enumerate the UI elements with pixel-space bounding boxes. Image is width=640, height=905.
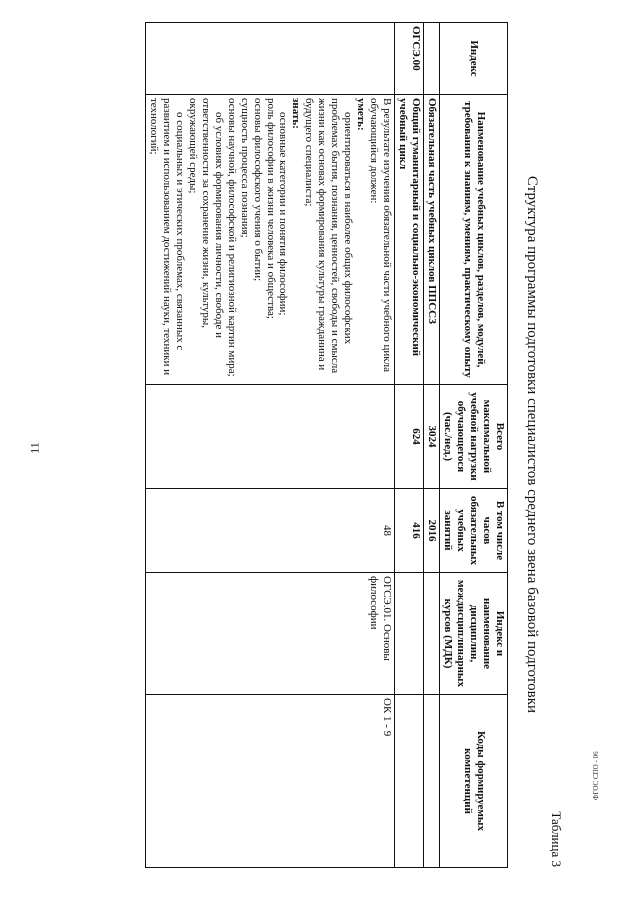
znat-item: об условиях формирования личности, свободе и ответственности за сохранение жизни, культуры, окружающей среды; — [186, 98, 225, 338]
znat-item: сущность процесса познания; — [238, 98, 251, 238]
umet-label: уметь: — [355, 98, 368, 131]
ogse01-competencies: ОК 1 - 9 — [145, 695, 394, 868]
program-structure-table — [145, 22, 508, 868]
umet-text: ориентироваться в наиболее общих философских проблемах бытия, познания, ценностей, свободы и смысла жизни как основах формирования культуры гражданина и будущего специалиста; — [303, 98, 355, 374]
mandatory-max-load: 3024 — [424, 385, 440, 489]
footer-code: ФГОС СПО - 06 — [592, 751, 600, 800]
page-number: 11 — [27, 442, 42, 454]
header-name: Наименование учебных циклов, разделов, модулей, требования к знаниям, умениям, практическому опыту — [440, 95, 508, 385]
mandatory-required-hours: 2016 — [424, 489, 440, 573]
znat-item: о социальных и этических проблемах, связанных с развитием и использованием достижений науки, техники и технологий; — [147, 98, 186, 376]
ogse01-requirements — [145, 95, 394, 385]
document-title: Структура программы подготовки специалистов среднего звена базовой подготовки — [524, 175, 540, 714]
ogse-max-load: 624 — [395, 385, 424, 489]
header-competencies: Коды формируемых компетенций — [440, 695, 508, 868]
znat-label: знать: — [290, 98, 303, 129]
znat-item: роль философии в жизни человека и общества; — [264, 98, 277, 319]
table-row — [395, 23, 424, 868]
znat-item: основы философского учения о бытии; — [251, 98, 264, 282]
header-discipline: Индекс и наименование дисциплин, междисциплинарных курсов (МДК) — [440, 573, 508, 695]
requirements-intro: В результате изучения обязательной части учебного цикла обучающийся должен: — [368, 98, 394, 372]
table-caption: Таблица 3 — [549, 811, 564, 867]
table-row — [424, 23, 440, 868]
header-required-hours: В том числе часов обязательных учебных занятий — [440, 489, 508, 573]
ogse01-hours: 48 — [145, 489, 394, 573]
ogse-index: ОГСЭ.00 — [395, 23, 424, 95]
ogse-required-hours: 416 — [395, 489, 424, 573]
ogse-name: Общий гуманитарный и социально-экономический учебный цикл — [395, 95, 424, 385]
mandatory-part-name: Обязательная часть учебных циклов ППССЗ — [424, 95, 440, 385]
table-header-row — [440, 23, 508, 868]
table-row — [145, 23, 394, 868]
znat-item: основные категории и понятия философии; — [277, 112, 290, 316]
header-max-load: Всего максимальной учебной нагрузки обучающегося (час./нед.) — [440, 385, 508, 489]
ogse01-discipline: ОГСЭ.01. Основы философии — [145, 573, 394, 695]
rotated-page-content — [8, 22, 568, 867]
header-index: Индекс — [440, 23, 508, 95]
znat-item: основы научной, философской и религиозной картин мира; — [225, 98, 238, 377]
